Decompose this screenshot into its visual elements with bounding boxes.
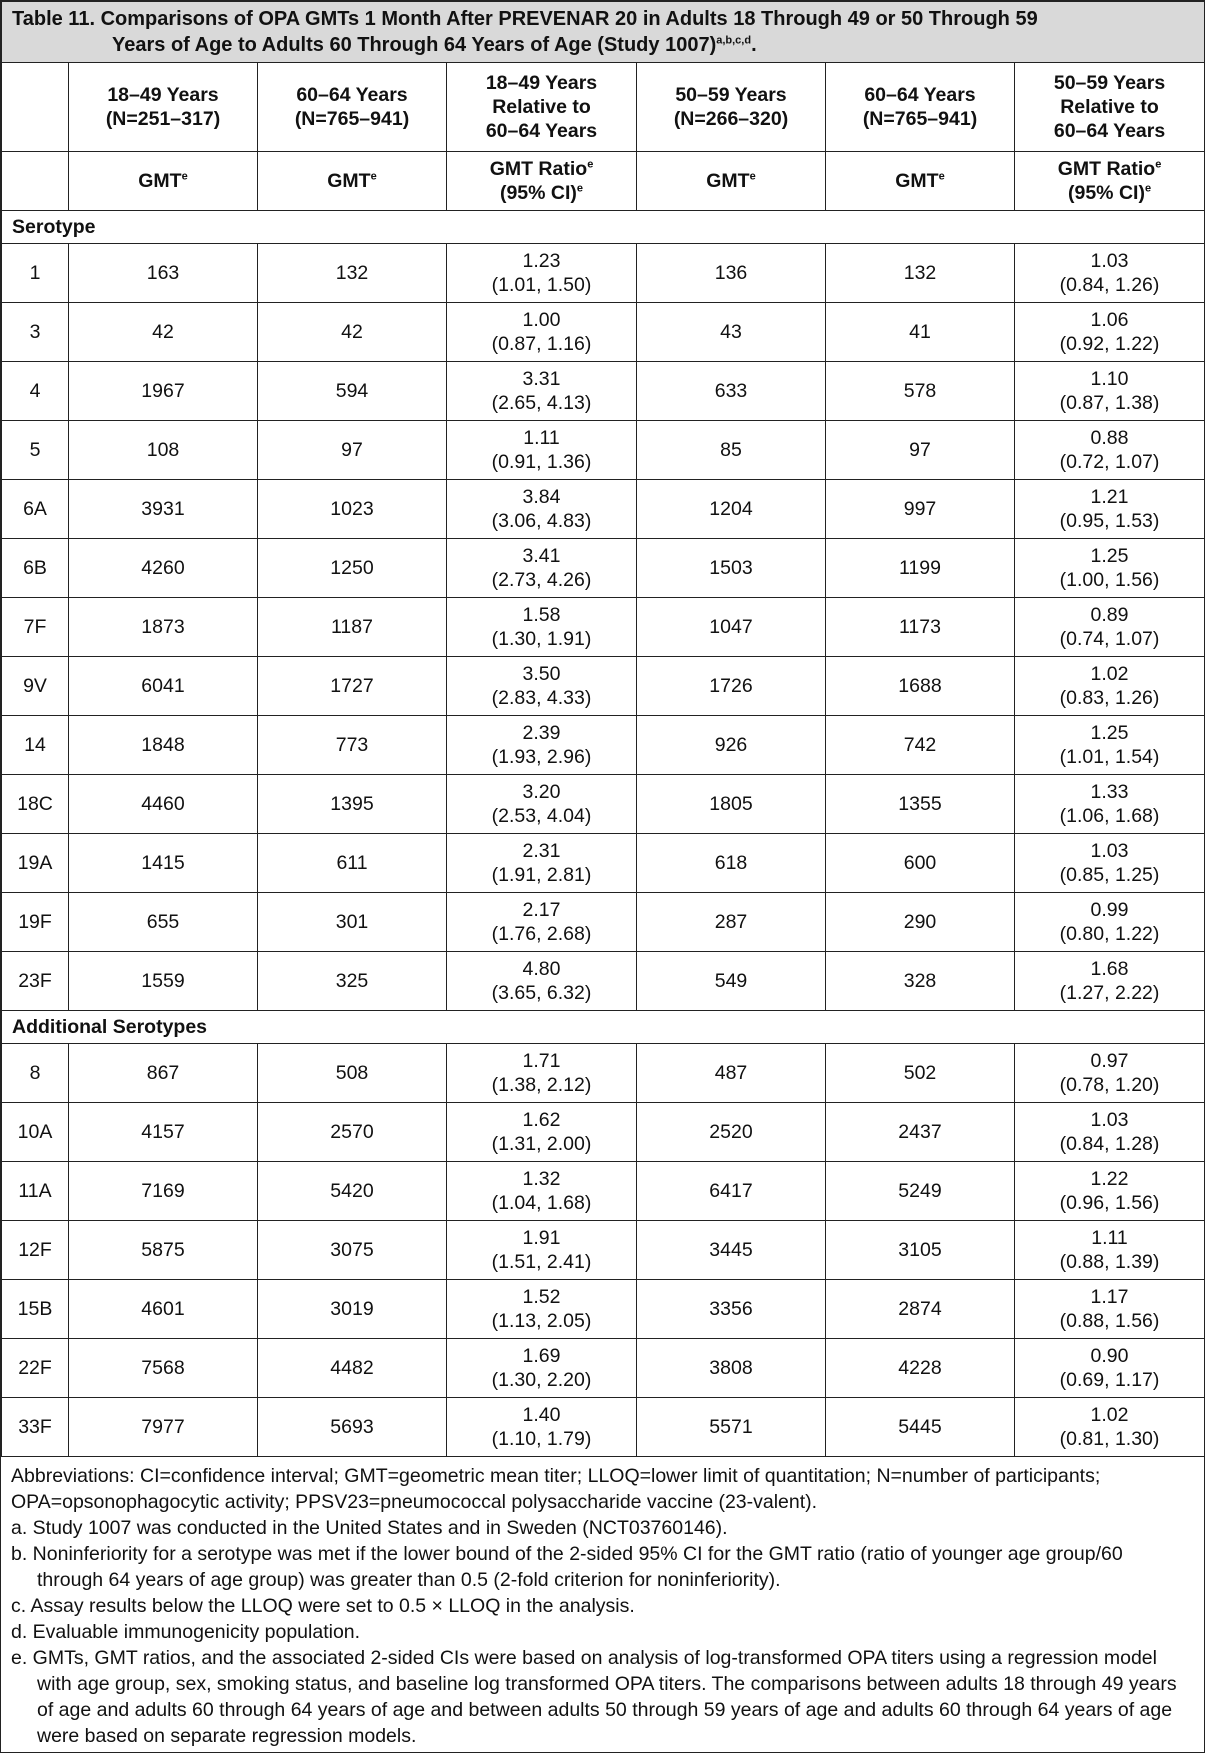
gmt-60-64-cell: 594 bbox=[258, 362, 447, 421]
ratio-50-59-cell: 1.22 (0.96, 1.56) bbox=[1015, 1162, 1205, 1221]
serotype-cell: 9V bbox=[2, 657, 69, 716]
ratio-50-59-cell: 0.99 (0.80, 1.22) bbox=[1015, 893, 1205, 952]
header-gmt-ratio: GMT Ratio$^e$ (95% CI)$^e$ bbox=[447, 152, 637, 211]
gmt-50-59-cell: 633 bbox=[637, 362, 826, 421]
ratio-50-59-cell: 1.25 (1.00, 1.56) bbox=[1015, 539, 1205, 598]
gmt-60-64-cell: 1355 bbox=[826, 775, 1015, 834]
footnote: d. Evaluable immunogenicity population. bbox=[11, 1621, 361, 1643]
section-label: Additional Serotypes bbox=[2, 1011, 1205, 1044]
serotype-cell: 12F bbox=[2, 1221, 69, 1280]
header-gmt: GMT$^e$ bbox=[258, 152, 447, 211]
serotype-cell: 10A bbox=[2, 1103, 69, 1162]
abbreviations-note: Abbreviations: CI=confidence interval; GMT=geometric mean titer; LLOQ=lower limit of quantitation; N=number of participants; OPA=opsonophagocytic activity; PPSV23=pneumococcal polysaccharide vaccine (23-valent). bbox=[11, 1465, 1101, 1513]
header-empty-cell bbox=[2, 152, 69, 211]
ratio-18-49-cell: 1.32 (1.04, 1.68) bbox=[447, 1162, 637, 1221]
gmt-60-64-cell: 97 bbox=[826, 421, 1015, 480]
ratio-18-49-cell: 1.71 (1.38, 2.12) bbox=[447, 1044, 637, 1103]
serotype-cell: 14 bbox=[2, 716, 69, 775]
header-gmt-ratio: GMT Ratio$^e$ (95% CI)$^e$ bbox=[1015, 152, 1205, 211]
table-row bbox=[2, 834, 1205, 893]
serotype-cell: 22F bbox=[2, 1339, 69, 1398]
header-col-ratio-50-59: 50–59 Years Relative to 60–64 Years bbox=[1015, 63, 1205, 152]
serotype-cell: 4 bbox=[2, 362, 69, 421]
gmt-18-49-cell: 4260 bbox=[69, 539, 258, 598]
gmt-60-64-cell: 132 bbox=[826, 244, 1015, 303]
header-gmt: GMT$^e$ bbox=[69, 152, 258, 211]
gmt-60-64-cell: 2570 bbox=[258, 1103, 447, 1162]
ratio-18-49-cell: 3.41 (2.73, 4.26) bbox=[447, 539, 637, 598]
table-row bbox=[2, 1398, 1205, 1457]
header-empty-cell bbox=[2, 63, 69, 152]
gmt-50-59-cell: 3808 bbox=[637, 1339, 826, 1398]
serotype-cell: 6B bbox=[2, 539, 69, 598]
gmt-60-64-cell: 997 bbox=[826, 480, 1015, 539]
gmt-18-49-cell: 6041 bbox=[69, 657, 258, 716]
table-row bbox=[2, 1103, 1205, 1162]
gmt-60-64-cell: 42 bbox=[258, 303, 447, 362]
gmt-50-59-cell: 1726 bbox=[637, 657, 826, 716]
gmt-60-64-cell: 2437 bbox=[826, 1103, 1015, 1162]
gmt-18-49-cell: 5875 bbox=[69, 1221, 258, 1280]
table-title: Table 11. Comparisons of OPA GMTs 1 Month After PREVENAR 20 in Adults 18 Through 49 or 50 Through 59 Years of Age to Adults 60 Through 64 Years of Age (Study 1007)$^{a,b,c,d}$. bbox=[2, 2, 1205, 63]
gmt-60-64-cell: 508 bbox=[258, 1044, 447, 1103]
gmt-60-64-cell: 773 bbox=[258, 716, 447, 775]
gmt-60-64-cell: 5420 bbox=[258, 1162, 447, 1221]
gmt-60-64-cell: 1199 bbox=[826, 539, 1015, 598]
gmt-50-59-cell: 85 bbox=[637, 421, 826, 480]
gmt-60-64-cell: 290 bbox=[826, 893, 1015, 952]
table-row bbox=[2, 1044, 1205, 1103]
gmt-50-59-cell: 1047 bbox=[637, 598, 826, 657]
ratio-50-59-cell: 1.03 (0.84, 1.28) bbox=[1015, 1103, 1205, 1162]
section-label: Serotype bbox=[2, 211, 1205, 244]
footnote: c. Assay results below the LLOQ were set to 0.5 × LLOQ in the analysis. bbox=[11, 1595, 635, 1617]
gmt-50-59-cell: 6417 bbox=[637, 1162, 826, 1221]
gmt-18-49-cell: 4601 bbox=[69, 1280, 258, 1339]
gmt-60-64-cell: 502 bbox=[826, 1044, 1015, 1103]
gmt-60-64-cell: 328 bbox=[826, 952, 1015, 1011]
serotype-cell: 19F bbox=[2, 893, 69, 952]
serotype-cell: 18C bbox=[2, 775, 69, 834]
gmt-60-64-cell: 1023 bbox=[258, 480, 447, 539]
gmt-60-64-cell: 4228 bbox=[826, 1339, 1015, 1398]
ratio-18-49-cell: 3.20 (2.53, 4.04) bbox=[447, 775, 637, 834]
table-row bbox=[2, 1339, 1205, 1398]
ratio-18-49-cell: 1.58 (1.30, 1.91) bbox=[447, 598, 637, 657]
gmt-60-64-cell: 325 bbox=[258, 952, 447, 1011]
gmt-50-59-cell: 136 bbox=[637, 244, 826, 303]
table-row bbox=[2, 1162, 1205, 1221]
gmt-50-59-cell: 1204 bbox=[637, 480, 826, 539]
ratio-18-49-cell: 1.00 (0.87, 1.16) bbox=[447, 303, 637, 362]
gmt-comparison-table bbox=[1, 1, 1205, 1457]
gmt-18-49-cell: 1967 bbox=[69, 362, 258, 421]
table-row bbox=[2, 244, 1205, 303]
ratio-50-59-cell: 0.90 (0.69, 1.17) bbox=[1015, 1339, 1205, 1398]
gmt-60-64-cell: 41 bbox=[826, 303, 1015, 362]
gmt-18-49-cell: 867 bbox=[69, 1044, 258, 1103]
ratio-50-59-cell: 1.68 (1.27, 2.22) bbox=[1015, 952, 1205, 1011]
serotype-cell: 19A bbox=[2, 834, 69, 893]
ratio-50-59-cell: 1.02 (0.81, 1.30) bbox=[1015, 1398, 1205, 1457]
serotype-cell: 8 bbox=[2, 1044, 69, 1103]
gmt-50-59-cell: 5571 bbox=[637, 1398, 826, 1457]
gmt-60-64-cell: 5693 bbox=[258, 1398, 447, 1457]
gmt-60-64-cell: 1688 bbox=[826, 657, 1015, 716]
gmt-50-59-cell: 926 bbox=[637, 716, 826, 775]
gmt-18-49-cell: 4157 bbox=[69, 1103, 258, 1162]
ratio-18-49-cell: 4.80 (3.65, 6.32) bbox=[447, 952, 637, 1011]
gmt-18-49-cell: 7169 bbox=[69, 1162, 258, 1221]
ratio-50-59-cell: 1.03 (0.85, 1.25) bbox=[1015, 834, 1205, 893]
gmt-60-64-cell: 578 bbox=[826, 362, 1015, 421]
gmt-18-49-cell: 7568 bbox=[69, 1339, 258, 1398]
gmt-60-64-cell: 2874 bbox=[826, 1280, 1015, 1339]
table-row bbox=[2, 1221, 1205, 1280]
ratio-50-59-cell: 1.11 (0.88, 1.39) bbox=[1015, 1221, 1205, 1280]
footnote: b. Noninferiority for a serotype was met if the lower bound of the 2-sided 95% CI for the GMT ratio (ratio of younger age group/60 through 64 years of age group) was greater than 0.5 (2-fold criterion for noninferiority). bbox=[11, 1543, 1123, 1591]
table-row bbox=[2, 1280, 1205, 1339]
gmt-60-64-cell: 742 bbox=[826, 716, 1015, 775]
gmt-60-64-cell: 4482 bbox=[258, 1339, 447, 1398]
gmt-50-59-cell: 2520 bbox=[637, 1103, 826, 1162]
table-row bbox=[2, 775, 1205, 834]
gmt-60-64-cell: 1173 bbox=[826, 598, 1015, 657]
gmt-18-49-cell: 7977 bbox=[69, 1398, 258, 1457]
gmt-18-49-cell: 655 bbox=[69, 893, 258, 952]
ratio-50-59-cell: 1.25 (1.01, 1.54) bbox=[1015, 716, 1205, 775]
section-row bbox=[2, 1011, 1205, 1044]
table-row bbox=[2, 362, 1205, 421]
gmt-18-49-cell: 4460 bbox=[69, 775, 258, 834]
ratio-18-49-cell: 2.31 (1.91, 2.81) bbox=[447, 834, 637, 893]
header-row-measures bbox=[2, 152, 1205, 211]
footnote: e. GMTs, GMT ratios, and the associated 2-sided CIs were based on analysis of log-transformed OPA titers using a regression model with age group, sex, smoking status, and baseline log transformed OPA titers. The comparisons between adults 18 through 49 years of age and adults 60 through 64 years of age and between adults 50 through 59 years of age and adults 60 through 64 years of age were based on separate regression models. bbox=[11, 1647, 1177, 1747]
table-footnotes bbox=[1, 1457, 1204, 1755]
ratio-50-59-cell: 1.06 (0.92, 1.22) bbox=[1015, 303, 1205, 362]
serotype-cell: 15B bbox=[2, 1280, 69, 1339]
gmt-60-64-cell: 5445 bbox=[826, 1398, 1015, 1457]
gmt-60-64-cell: 132 bbox=[258, 244, 447, 303]
ratio-50-59-cell: 1.17 (0.88, 1.56) bbox=[1015, 1280, 1205, 1339]
gmt-60-64-cell: 3105 bbox=[826, 1221, 1015, 1280]
gmt-18-49-cell: 3931 bbox=[69, 480, 258, 539]
gmt-60-64-cell: 611 bbox=[258, 834, 447, 893]
ratio-18-49-cell: 1.23 (1.01, 1.50) bbox=[447, 244, 637, 303]
gmt-60-64-cell: 1395 bbox=[258, 775, 447, 834]
footnote: a. Study 1007 was conducted in the United States and in Sweden (NCT03760146). bbox=[11, 1517, 728, 1539]
serotype-cell: 6A bbox=[2, 480, 69, 539]
gmt-50-59-cell: 1805 bbox=[637, 775, 826, 834]
table-row bbox=[2, 303, 1205, 362]
ratio-18-49-cell: 2.17 (1.76, 2.68) bbox=[447, 893, 637, 952]
header-gmt: GMT$^e$ bbox=[826, 152, 1015, 211]
ratio-50-59-cell: 0.88 (0.72, 1.07) bbox=[1015, 421, 1205, 480]
gmt-60-64-cell: 3019 bbox=[258, 1280, 447, 1339]
gmt-18-49-cell: 1848 bbox=[69, 716, 258, 775]
gmt-60-64-cell: 600 bbox=[826, 834, 1015, 893]
gmt-60-64-cell: 1727 bbox=[258, 657, 447, 716]
header-col-18-49: 18–49 Years (N=251–317) bbox=[69, 63, 258, 152]
ratio-18-49-cell: 3.31 (2.65, 4.13) bbox=[447, 362, 637, 421]
ratio-50-59-cell: 1.10 (0.87, 1.38) bbox=[1015, 362, 1205, 421]
ratio-18-49-cell: 3.84 (3.06, 4.83) bbox=[447, 480, 637, 539]
gmt-50-59-cell: 43 bbox=[637, 303, 826, 362]
section-row bbox=[2, 211, 1205, 244]
gmt-60-64-cell: 3075 bbox=[258, 1221, 447, 1280]
table-row bbox=[2, 952, 1205, 1011]
serotype-cell: 7F bbox=[2, 598, 69, 657]
ratio-50-59-cell: 1.21 (0.95, 1.53) bbox=[1015, 480, 1205, 539]
header-col-60-64-a: 60–64 Years (N=765–941) bbox=[258, 63, 447, 152]
header-gmt: GMT$^e$ bbox=[637, 152, 826, 211]
ratio-50-59-cell: 1.03 (0.84, 1.26) bbox=[1015, 244, 1205, 303]
table-row bbox=[2, 598, 1205, 657]
header-col-ratio-18-49: 18–49 Years Relative to 60–64 Years bbox=[447, 63, 637, 152]
ratio-50-59-cell: 1.02 (0.83, 1.26) bbox=[1015, 657, 1205, 716]
header-col-60-64-b: 60–64 Years (N=765–941) bbox=[826, 63, 1015, 152]
gmt-18-49-cell: 1415 bbox=[69, 834, 258, 893]
gmt-18-49-cell: 163 bbox=[69, 244, 258, 303]
ratio-50-59-cell: 0.89 (0.74, 1.07) bbox=[1015, 598, 1205, 657]
gmt-50-59-cell: 3445 bbox=[637, 1221, 826, 1280]
gmt-50-59-cell: 3356 bbox=[637, 1280, 826, 1339]
ratio-18-49-cell: 1.40 (1.10, 1.79) bbox=[447, 1398, 637, 1457]
table-row bbox=[2, 480, 1205, 539]
ratio-18-49-cell: 2.39 (1.93, 2.96) bbox=[447, 716, 637, 775]
header-row-groups bbox=[2, 63, 1205, 152]
ratio-18-49-cell: 1.52 (1.13, 2.05) bbox=[447, 1280, 637, 1339]
ratio-50-59-cell: 0.97 (0.78, 1.20) bbox=[1015, 1044, 1205, 1103]
gmt-50-59-cell: 487 bbox=[637, 1044, 826, 1103]
ratio-18-49-cell: 3.50 (2.83, 4.33) bbox=[447, 657, 637, 716]
gmt-60-64-cell: 5249 bbox=[826, 1162, 1015, 1221]
ratio-18-49-cell: 1.62 (1.31, 2.00) bbox=[447, 1103, 637, 1162]
gmt-60-64-cell: 1187 bbox=[258, 598, 447, 657]
gmt-50-59-cell: 618 bbox=[637, 834, 826, 893]
table-row bbox=[2, 539, 1205, 598]
header-col-50-59: 50–59 Years (N=266–320) bbox=[637, 63, 826, 152]
gmt-18-49-cell: 42 bbox=[69, 303, 258, 362]
title-line-1: Table 11. Comparisons of OPA GMTs 1 Month After PREVENAR 20 in Adults 18 Through 49 or 50 Through 59 bbox=[12, 8, 1038, 30]
table-row bbox=[2, 893, 1205, 952]
serotype-cell: 1 bbox=[2, 244, 69, 303]
gmt-18-49-cell: 108 bbox=[69, 421, 258, 480]
title-footnote-refs: a,b,c,d bbox=[716, 34, 752, 47]
gmt-50-59-cell: 287 bbox=[637, 893, 826, 952]
serotype-cell: 23F bbox=[2, 952, 69, 1011]
table-row bbox=[2, 657, 1205, 716]
ratio-18-49-cell: 1.11 (0.91, 1.36) bbox=[447, 421, 637, 480]
ratio-50-59-cell: 1.33 (1.06, 1.68) bbox=[1015, 775, 1205, 834]
serotype-cell: 11A bbox=[2, 1162, 69, 1221]
title-line-2: Years of Age to Adults 60 Through 64 Years of Age (Study 1007) bbox=[112, 34, 717, 56]
gmt-60-64-cell: 97 bbox=[258, 421, 447, 480]
gmt-18-49-cell: 1873 bbox=[69, 598, 258, 657]
serotype-cell: 5 bbox=[2, 421, 69, 480]
table-row bbox=[2, 716, 1205, 775]
gmt-50-59-cell: 1503 bbox=[637, 539, 826, 598]
table-row bbox=[2, 421, 1205, 480]
serotype-cell: 33F bbox=[2, 1398, 69, 1457]
serotype-cell: 3 bbox=[2, 303, 69, 362]
ratio-18-49-cell: 1.91 (1.51, 2.41) bbox=[447, 1221, 637, 1280]
gmt-60-64-cell: 301 bbox=[258, 893, 447, 952]
gmt-60-64-cell: 1250 bbox=[258, 539, 447, 598]
gmt-50-59-cell: 549 bbox=[637, 952, 826, 1011]
ratio-18-49-cell: 1.69 (1.30, 2.20) bbox=[447, 1339, 637, 1398]
gmt-18-49-cell: 1559 bbox=[69, 952, 258, 1011]
